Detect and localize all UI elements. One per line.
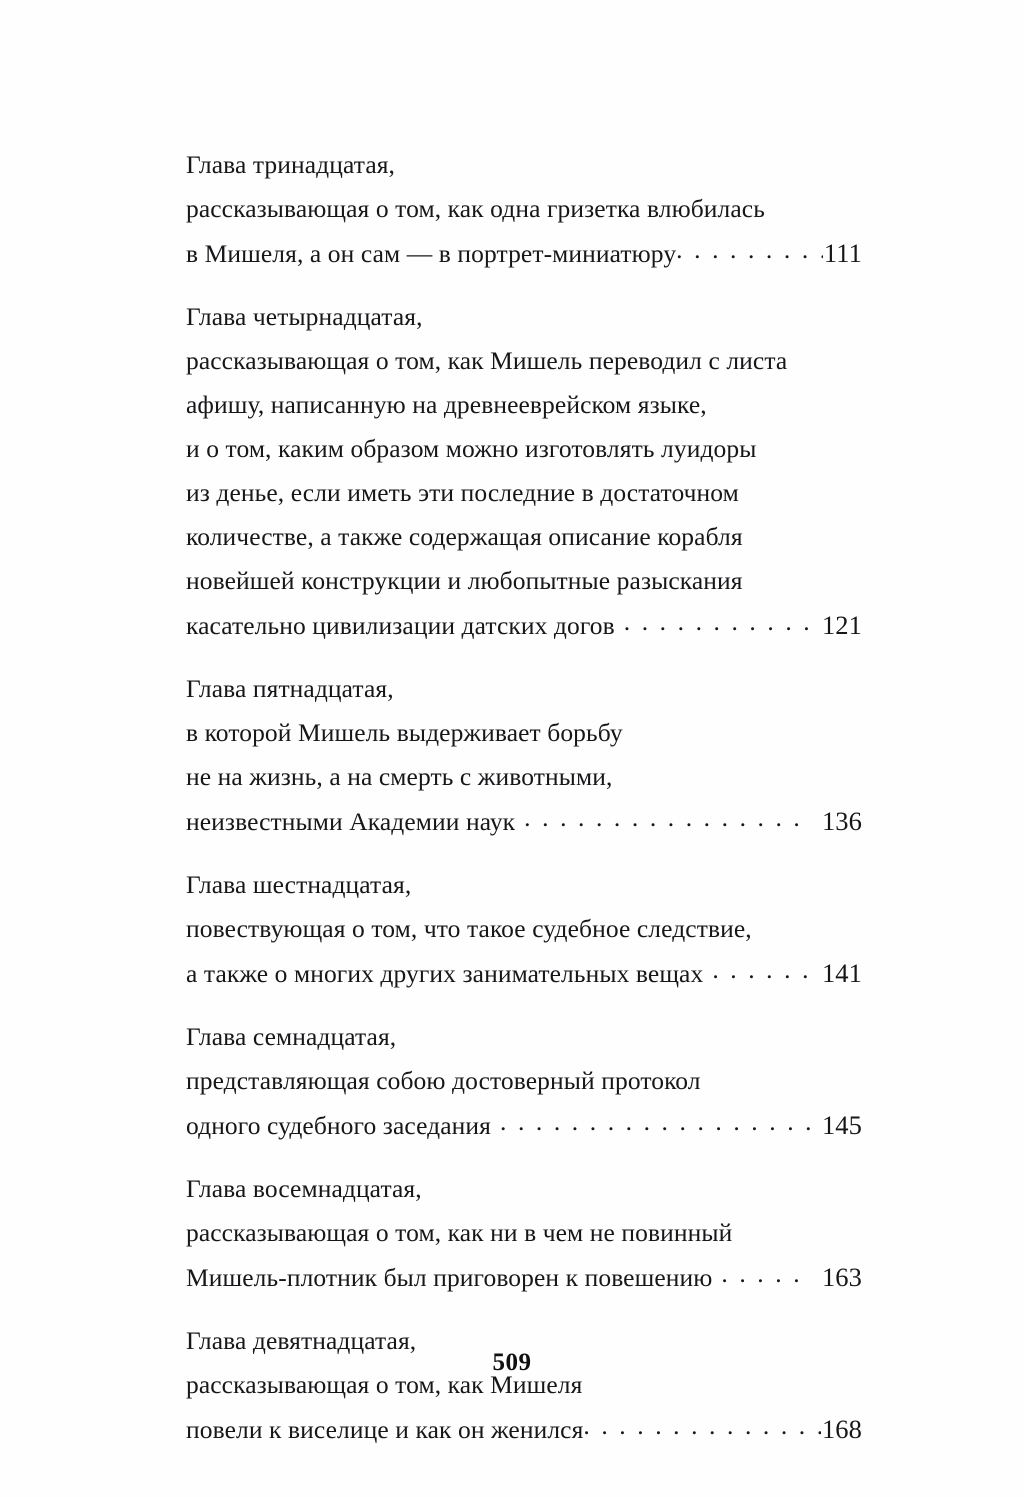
toc-entry-last-line: [186, 603, 862, 648]
toc-entry-title: Глава восемнадцатая,: [186, 1174, 422, 1203]
toc-entry-subtitle-line: представляющая собою достоверный протокол: [186, 1066, 701, 1095]
toc-entry-subtitle-line: повествующая о том, что такое судебное следствие,: [186, 914, 752, 943]
toc-entry-title: Глава четырнадцатая,: [186, 302, 423, 331]
toc-entry-subtitle-line: рассказывающая о том, как ни в чем не повинный: [186, 1218, 733, 1247]
toc-entry-title: Глава тринадцатая,: [186, 150, 396, 179]
toc-entry-subtitle-line: новейшей конструкции и любопытные разыскания: [186, 566, 743, 595]
dot-leader: [583, 1413, 821, 1439]
toc-entry-title: Глава шестнадцатая,: [186, 870, 412, 899]
toc-entry-last-line: [186, 1103, 862, 1148]
table-of-contents: [186, 143, 862, 1452]
toc-entry-last-line: [186, 231, 862, 276]
toc-entry-subtitle-line: из денье, если иметь эти последние в достаточном: [186, 478, 739, 507]
toc-entry[interactable]: [186, 1319, 862, 1452]
toc-entry-text: а также о многих других занимательных вещах: [186, 959, 704, 988]
toc-entry[interactable]: [186, 667, 862, 844]
toc-entry-page-number[interactable]: 136: [821, 806, 862, 836]
dot-leader: [712, 957, 812, 983]
toc-entry-text: одного судебного заседания: [186, 1111, 491, 1140]
page-number-folio: 509: [492, 1349, 532, 1376]
toc-entry-page-number[interactable]: 141: [821, 958, 862, 988]
dot-leader: [524, 805, 812, 831]
toc-entry-last-line: [186, 951, 862, 996]
toc-entry-page-number[interactable]: 145: [821, 1110, 862, 1140]
dot-leader: [676, 237, 823, 263]
toc-entry-subtitle-line: не на жизнь, а на смерть с животными,: [186, 762, 613, 791]
toc-entry-text: Мишель-плотник был приговорен к повешению: [186, 1263, 713, 1292]
dot-leader: [721, 1261, 812, 1287]
dot-leader: [624, 609, 812, 635]
toc-entry-text: касательно цивилизации датских догов: [186, 611, 615, 640]
toc-entry-text: неизвестными Академии наук: [186, 807, 516, 836]
toc-entry-subtitle-line: афишу, написанную на древнееврейском языке,: [186, 390, 707, 419]
toc-entry-page-number[interactable]: 111: [823, 238, 862, 268]
toc-entry[interactable]: [186, 1015, 862, 1148]
toc-entry[interactable]: [186, 1167, 862, 1300]
toc-entry[interactable]: [186, 863, 862, 996]
toc-entry-last-line: [186, 1407, 862, 1452]
toc-entry-page-number[interactable]: 163: [821, 1262, 862, 1292]
toc-entry-subtitle-line: и о том, каким образом можно изготовлять луидоры: [186, 434, 757, 463]
toc-entry-text: в Мишеля, а он сам — в портрет-миниатюру: [186, 239, 677, 268]
toc-entry[interactable]: [186, 143, 862, 276]
toc-entry-title: Глава семнадцатая,: [186, 1022, 397, 1051]
toc-entry-subtitle-line: рассказывающая о том, как одна гризетка влюбилась: [186, 194, 765, 223]
toc-entry-title: Глава девятнадцатая,: [186, 1326, 417, 1355]
toc-entry[interactable]: [186, 295, 862, 648]
toc-entry-subtitle-line: количестве, а также содержащая описание корабля: [186, 522, 743, 551]
toc-entry-last-line: [186, 1255, 862, 1300]
toc-entry-text: повели к виселице и как он женился: [186, 1415, 584, 1444]
toc-entry-page-number[interactable]: 121: [821, 610, 862, 640]
toc-entry-subtitle-line: в которой Мишель выдерживает борьбу: [186, 718, 623, 747]
toc-entry-subtitle-line: рассказывающая о том, как Мишеля: [186, 1370, 583, 1399]
toc-entry-subtitle-line: рассказывающая о том, как Мишель переводил с листа: [186, 346, 788, 375]
toc-entry-page-number[interactable]: 168: [821, 1414, 862, 1444]
toc-entry-title: Глава пятнадцатая,: [186, 674, 394, 703]
toc-entry-last-line: [186, 799, 862, 844]
dot-leader: [500, 1109, 812, 1135]
